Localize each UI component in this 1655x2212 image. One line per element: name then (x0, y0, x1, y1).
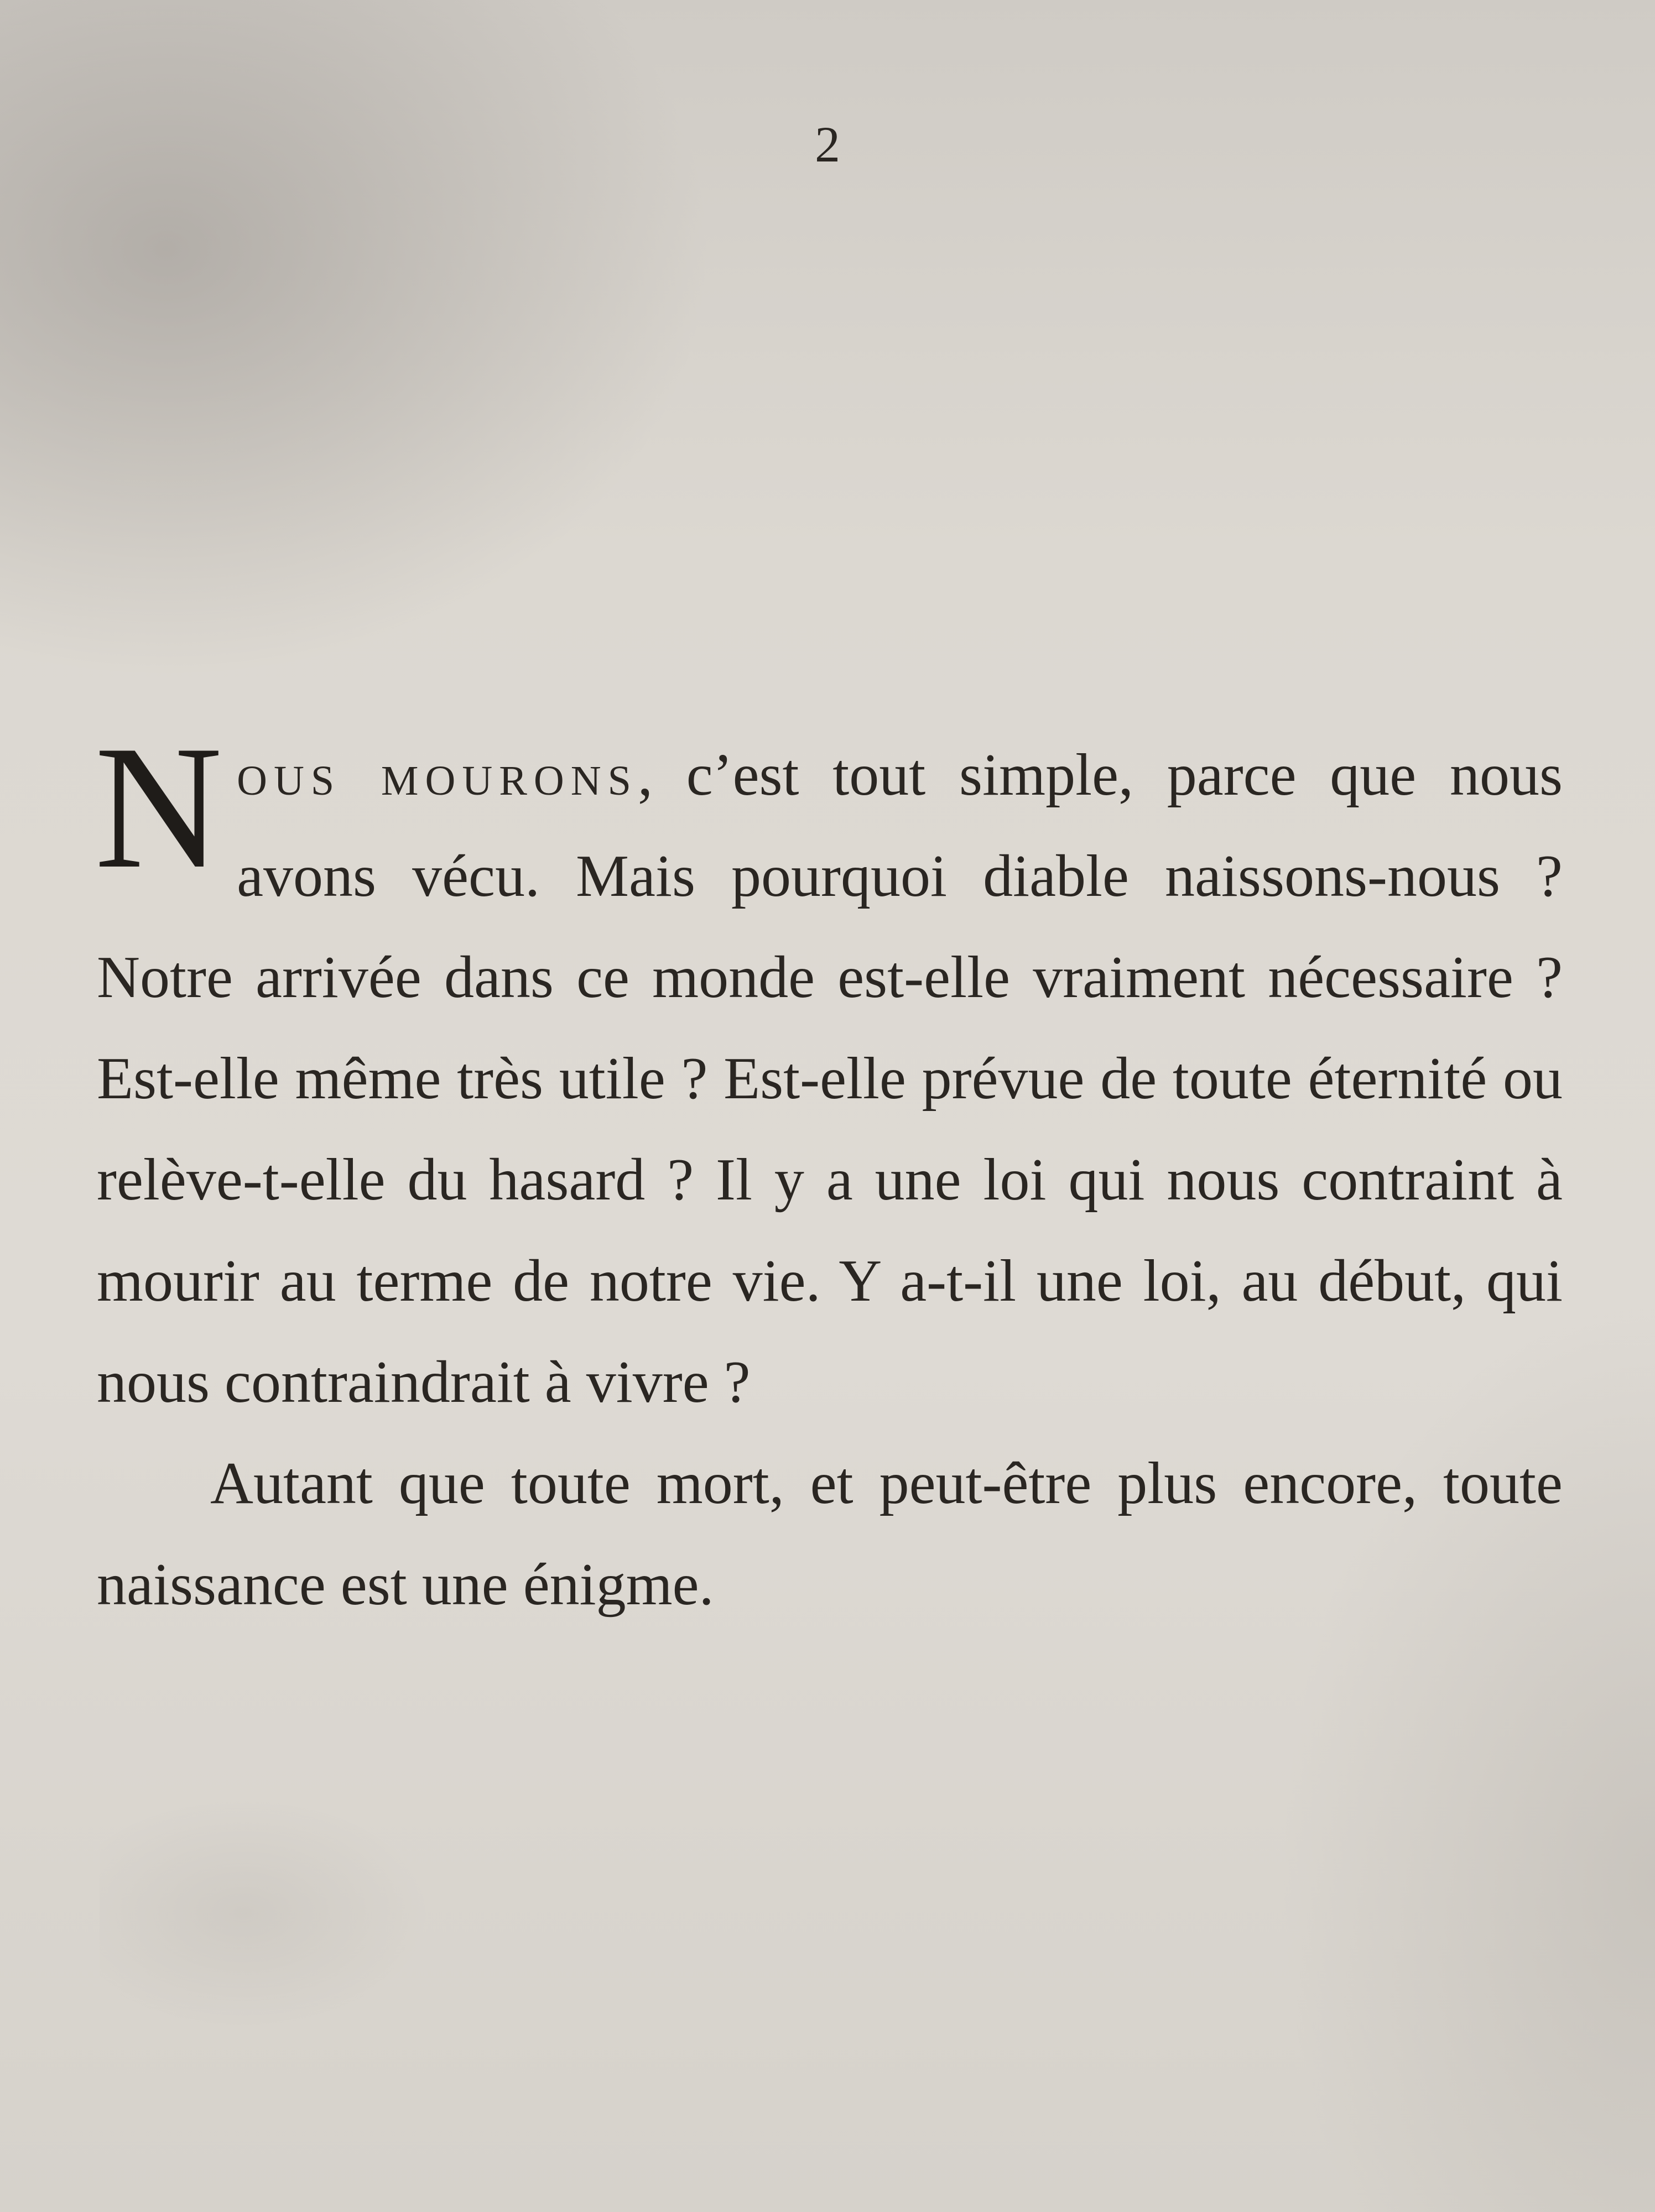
paragraph-2: Autant que toute mort, et peut-être plus encore, toute naissance est une énigme. (97, 1451, 1563, 1618)
opening-small-caps: ous mourons (237, 742, 638, 808)
paragraph-1-text: , c’est tout simple, parce que nous avons vécu. Mais pourquoi diable naissons-nous ? Notre arrivée dans ce monde est-elle vraiment nécessaire ? Est-elle même très utile ? Est-elle prévue de toute éternité ou relève-t-elle du hasard ? Il y a une loi qui nous contraint à mourir au terme de notre vie. Y a-t-il une loi, au début, qui nous contraindrait à vivre ? (97, 742, 1563, 1415)
drop-cap: N (95, 709, 223, 905)
page-number: 2 (815, 116, 840, 173)
chapter-text (95, 709, 1563, 1635)
reverse-side-bleed-through (100, 1792, 542, 2079)
paragraph-1 (95, 709, 1563, 1433)
